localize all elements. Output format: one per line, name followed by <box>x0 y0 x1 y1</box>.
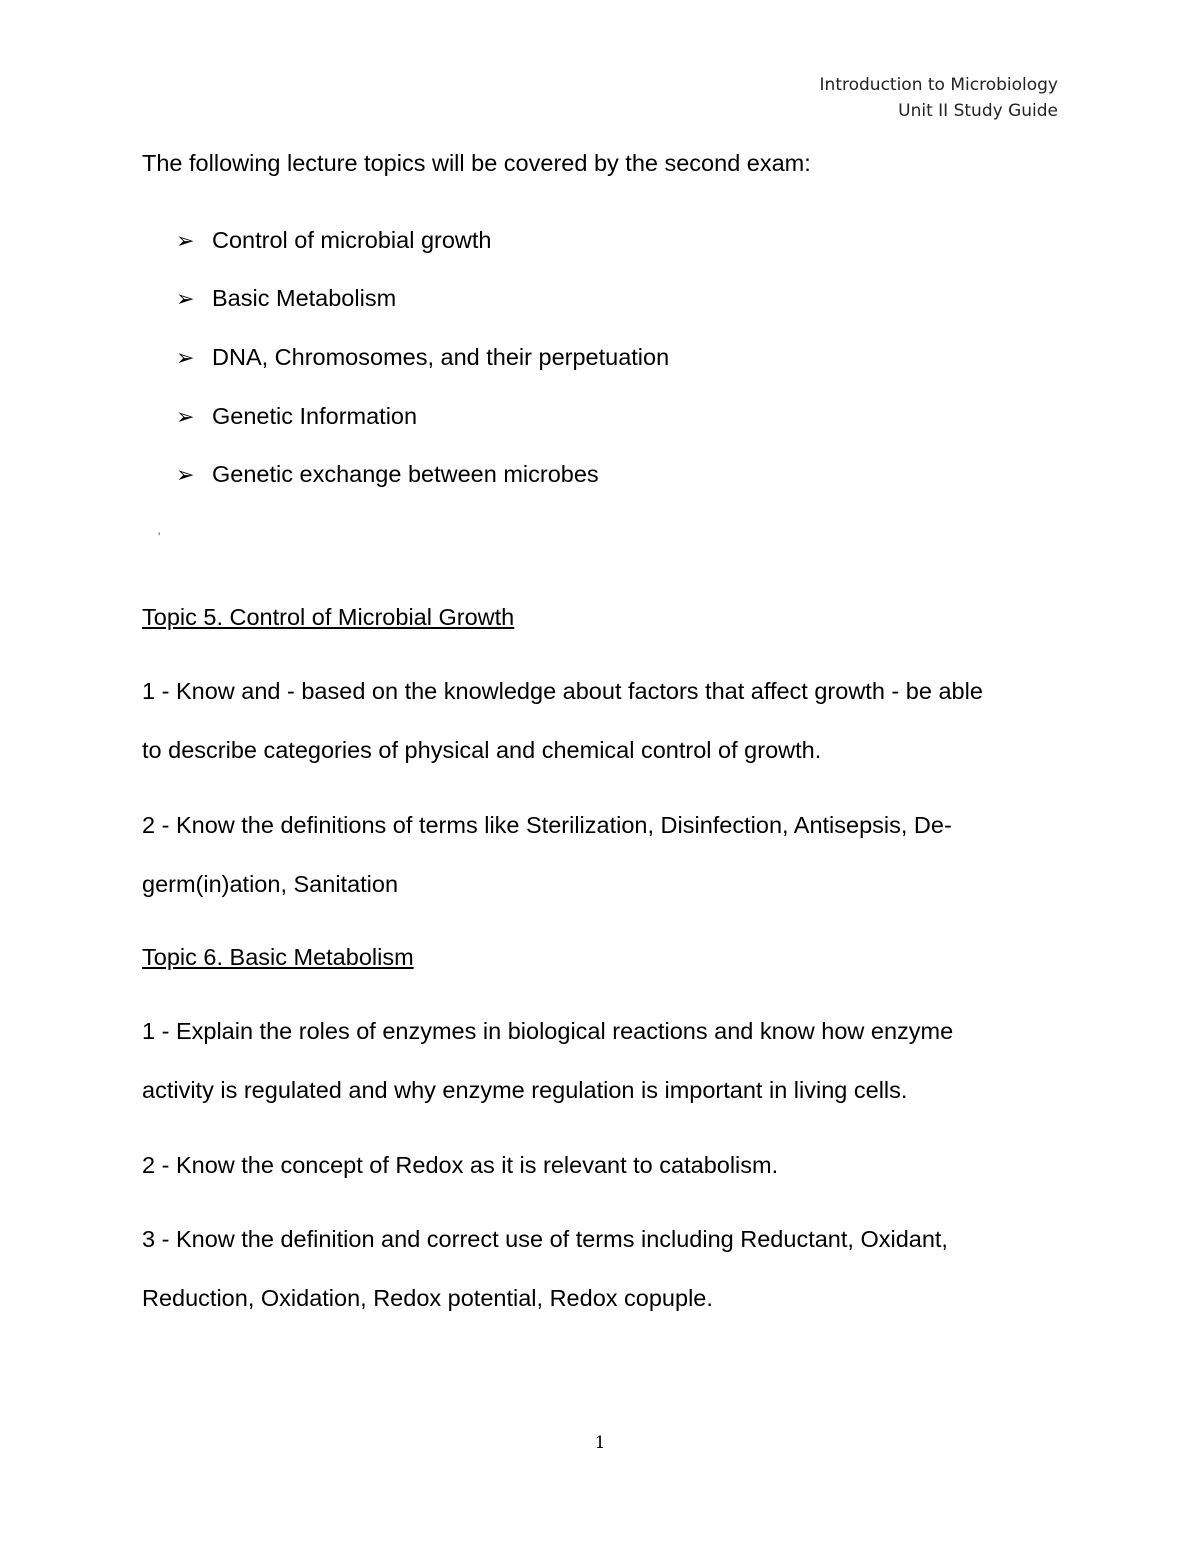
list-item-label: Control of microbial growth <box>212 227 492 253</box>
list-item-label: Genetic exchange between microbes <box>212 461 599 487</box>
paragraph-line: 2 - Know the concept of Redox as it is relevant to catabolism. <box>142 1152 779 1178</box>
topic6-item-2 <box>142 1136 1062 1195</box>
intro-text: The following lecture topics will be covered by the second exam: <box>142 150 811 176</box>
topic6-heading: Topic 6. Basic Metabolism <box>142 944 414 970</box>
list-item <box>176 225 492 255</box>
list-item <box>176 283 396 313</box>
paragraph-line: Reduction, Oxidation, Redox potential, Redox copuple. <box>142 1285 713 1311</box>
arrow-bullet-icon: ➢ <box>176 345 195 370</box>
paragraph-line: activity is regulated and why enzyme regulation is important in living cells. <box>142 1077 908 1103</box>
arrow-bullet-icon: ➢ <box>176 404 195 429</box>
stray-mark: ' <box>158 530 161 544</box>
paragraph-line: 1 - Know and - based on the knowledge about factors that affect growth - be able <box>142 678 983 704</box>
arrow-bullet-icon: ➢ <box>176 228 195 253</box>
topic5-item-1 <box>142 662 1062 780</box>
list-item <box>176 342 669 372</box>
header-course-title: Introduction to Microbiology <box>819 75 1058 95</box>
topic5-item-2 <box>142 796 1062 914</box>
page-header <box>820 72 1058 124</box>
list-item-label: Basic Metabolism <box>212 285 397 311</box>
header-subtitle: Unit II Study Guide <box>898 101 1058 121</box>
topic5-heading: Topic 5. Control of Microbial Growth <box>142 604 515 630</box>
list-item <box>176 401 417 431</box>
list-item-label: Genetic Information <box>212 403 418 429</box>
page-number: 1 <box>594 1433 606 1453</box>
paragraph-line: germ(in)ation, Sanitation <box>142 871 399 897</box>
topic6-item-3 <box>142 1210 1062 1328</box>
list-item-label: DNA, Chromosomes, and their perpetuation <box>212 344 670 370</box>
arrow-bullet-icon: ➢ <box>176 462 195 487</box>
topic6-item-1 <box>142 1002 1062 1120</box>
paragraph-line: 1 - Explain the roles of enzymes in biological reactions and know how enzyme <box>142 1018 954 1044</box>
paragraph-line: 3 - Know the definition and correct use of terms including Reductant, Oxidant, <box>142 1226 948 1252</box>
arrow-bullet-icon: ➢ <box>176 286 195 311</box>
paragraph-line: 2 - Know the definitions of terms like Sterilization, Disinfection, Antisepsis, De- <box>142 812 952 838</box>
list-item <box>176 459 599 489</box>
paragraph-line: to describe categories of physical and chemical control of growth. <box>142 737 822 763</box>
